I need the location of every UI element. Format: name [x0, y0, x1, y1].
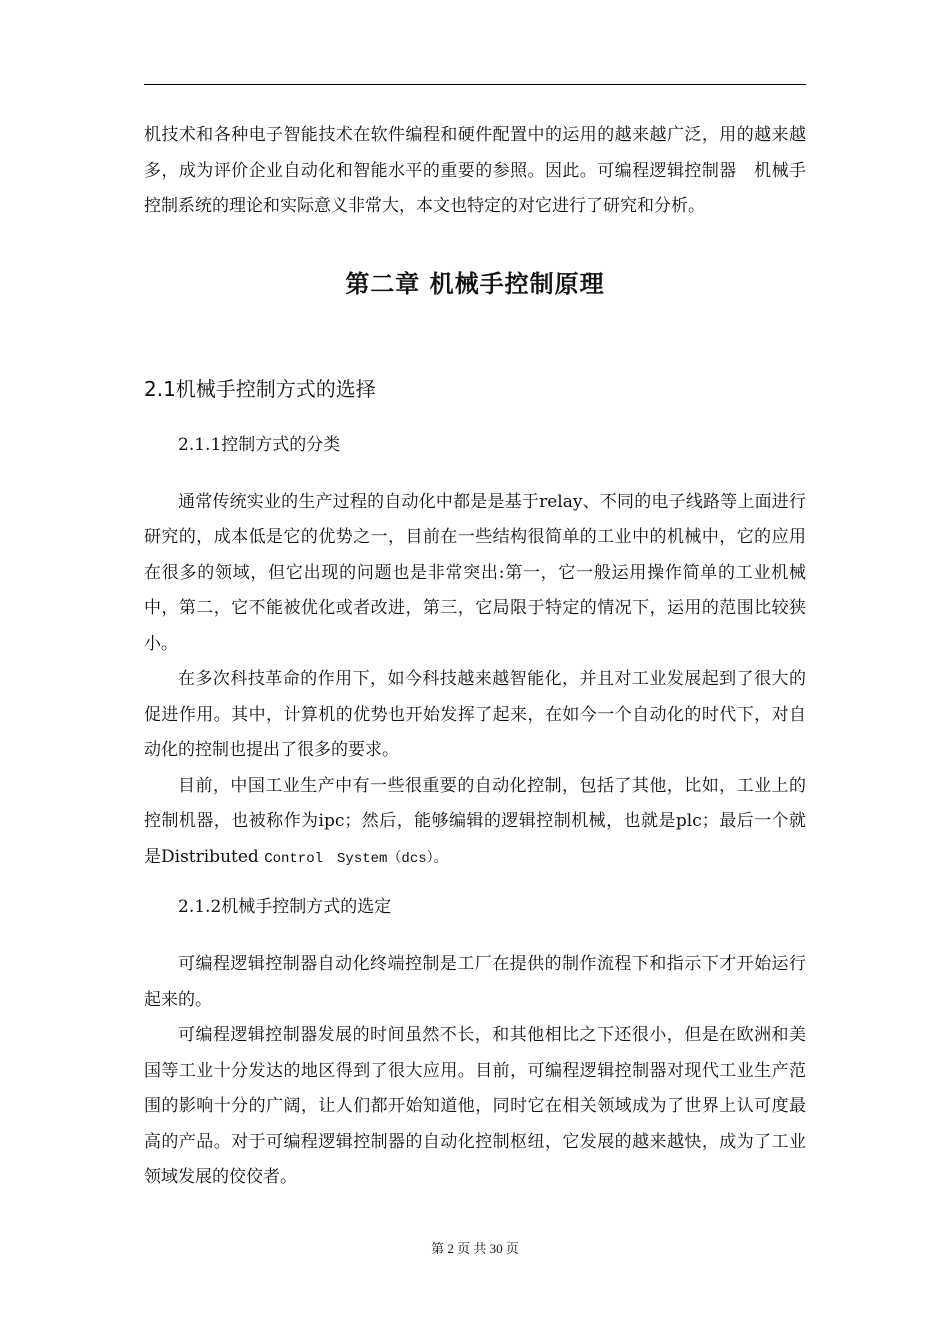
paragraph-2-1-1-1: 通常传统实业的生产过程的自动化中都是是基于relay、不同的电子线路等上面进行研究的，成本低是它的优势之一，目前在一些结构很简单的工业中的机械中，它的应用在很多的领域，但它出现的问题也是非常突出:第一，它一般运用操作简单的工业机械中，第二，它不能被优化或者改进，第三，它局限于特定的情况下，运用的范围比较狭小。 [144, 491, 806, 654]
subsection-2-1-2-title: 2.1.2机械手控制方式的选定 [178, 897, 392, 917]
paragraph-2-1-1-2: 在多次科技革命的作用下，如今科技越来越智能化，并且对工业发展起到了很大的促进作用。其中，计算机的优势也开始发挥了起来，在如今一个自动化的时代下，对自动化的控制也提出了很多的要求。 [144, 669, 806, 760]
document-page [144, 118, 806, 1196]
page-number-footer: 第 2 页 共 30 页 [431, 1241, 519, 1256]
paragraph-2-1-2-2: 可编程逻辑控制器发展的时间虽然不长，和其他相比之下还很小，但是在欧洲和美国等工业十分发达的地区得到了很大应用。目前，可编程逻辑控制器对现代工业生产范围的影响十分的广阔，让人们都开始知道他，同时它在相关领域成为了世界上认可度最高的产品。对于可编程逻辑控制器的自动化控制枢纽，它发展的越来越快，成为了工业领域发展的佼佼者。 [144, 1025, 806, 1187]
paragraph-2-1-1-3-dcs: Control System（dcs）。 [264, 850, 448, 867]
section-2-1-title: 2.1机械手控制方式的选择 [144, 376, 376, 401]
intro-paragraph: 机技术和各种电子智能技术在软件编程和硬件配置中的运用的越来越广泛，用的越来越多，成为评价企业自动化和智能水平的重要的参照。因此。可编程逻辑控制器 机械手控制系统的理论和实际意义非常大，本文也特定的对它进行了研究和分析。 [144, 125, 806, 216]
chapter-title: 第二章 机械手控制原理 [345, 269, 605, 298]
header-rule [144, 84, 806, 85]
paragraph-2-1-2-1: 可编程逻辑控制器自动化终端控制是工厂在提供的制作流程下和指示下才开始运行起来的。 [144, 954, 806, 1010]
paragraph-2-1-1-3 [144, 769, 806, 878]
subsection-2-1-1-title: 2.1.1控制方式的分类 [178, 434, 341, 455]
paragraph-2-1-1-3-text: 目前，中国工业生产中有一些很重要的自动化控制，包括了其他，比如，工业上的控制机器，也被称作为ipc；然后，能够编辑的逻辑控制机械，也就是plc；最后一个就是Distributed [144, 775, 806, 867]
